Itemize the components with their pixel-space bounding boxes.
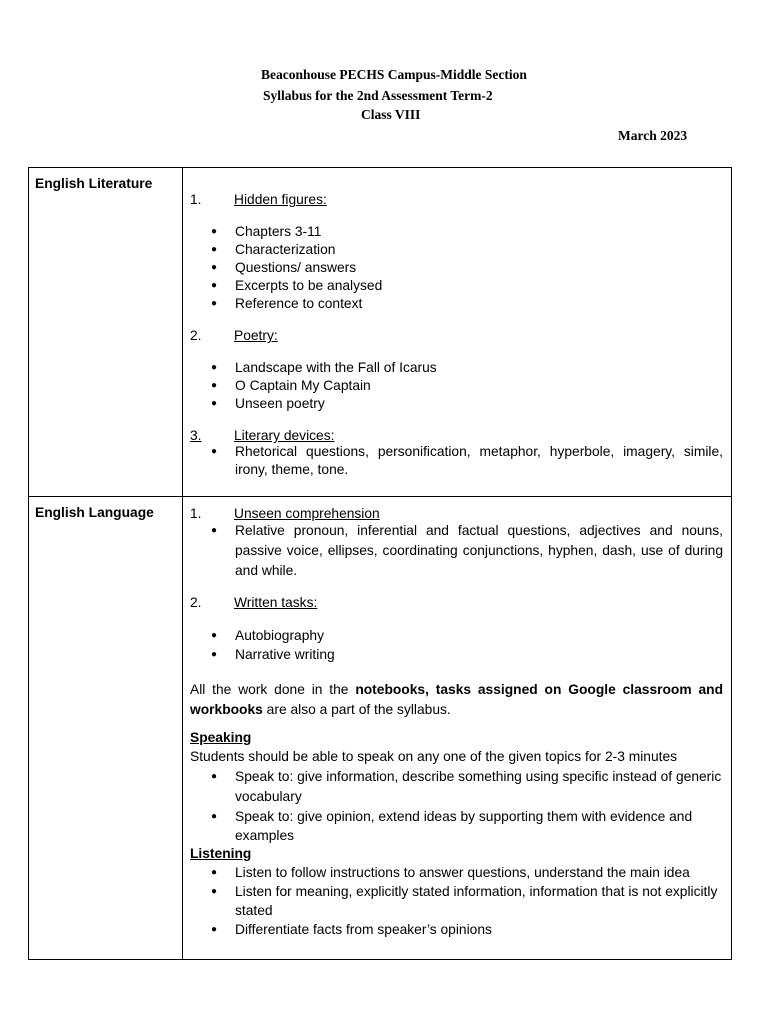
content-cell bbox=[183, 168, 732, 497]
syllabus-note: All the work done in the notebooks, tasks assigned on Google classroom and workbooks are also a part of the syllabus. bbox=[190, 682, 723, 717]
bullet-list bbox=[190, 443, 723, 479]
bullet-list bbox=[190, 626, 723, 664]
list-item: ● O Captain My Captain bbox=[190, 377, 723, 395]
content-cell bbox=[183, 497, 732, 960]
school-title: Beaconhouse PECHS Campus-Middle Section bbox=[261, 67, 527, 82]
bullet-list bbox=[190, 767, 723, 845]
subject-cell: English Language bbox=[29, 497, 183, 960]
syllabus-title: Syllabus for the 2nd Assessment Term-2 bbox=[263, 88, 493, 103]
list-item: ● Landscape with the Fall of Icarus bbox=[190, 359, 723, 377]
list-item: ● Excerpts to be analysed bbox=[190, 277, 723, 295]
list-item: ● Narrative writing bbox=[190, 645, 723, 664]
bullet-list bbox=[190, 863, 723, 939]
section-heading: 3. Literary devices: bbox=[190, 428, 335, 443]
class-title: Class VIII bbox=[361, 107, 421, 122]
list-item: ● Relative pronoun, inferential and factual questions, adjectives and nouns, passive voice, ellipses, coordinating conjunctions, hyphen, dash, use of during and while. bbox=[190, 521, 723, 581]
bullet-list bbox=[190, 359, 723, 413]
list-item: ● Speak to: give information, describe something using specific instead of generic vocabulary bbox=[190, 767, 723, 807]
list-item: ● Differentiate facts from speaker’s opinions bbox=[190, 920, 723, 939]
bullet-list bbox=[190, 223, 723, 313]
list-item: ● Characterization bbox=[190, 241, 723, 259]
list-item: ● Questions/ answers bbox=[190, 259, 723, 277]
list-item: ● Chapters 3-11 bbox=[190, 223, 723, 241]
listening-heading: Listening bbox=[190, 846, 252, 861]
list-item: ● Autobiography bbox=[190, 626, 723, 645]
list-item: ● Speak to: give opinion, extend ideas by supporting them with evidence and examples bbox=[190, 807, 723, 845]
syllabus-table bbox=[28, 167, 732, 960]
list-item: ● Reference to context bbox=[190, 295, 723, 313]
speaking-intro: Students should be able to speak on any one of the given topics for 2-3 minutes bbox=[190, 749, 678, 764]
section-heading: 2. Poetry: bbox=[190, 328, 278, 343]
date: March 2023 bbox=[618, 128, 688, 143]
list-item: ● Listen to follow instructions to answer questions, understand the main idea bbox=[190, 863, 723, 882]
speaking-heading: Speaking bbox=[190, 730, 252, 745]
list-item: ● Listen for meaning, explicitly stated information, information that is not explicitly stated bbox=[190, 882, 723, 920]
section-heading: 1. Hidden figures: bbox=[190, 192, 327, 207]
list-item: ● Rhetorical questions, personification, metaphor, hyperbole, imagery, simile, irony, theme, tone. bbox=[190, 443, 723, 479]
subject-cell: English Literature bbox=[29, 168, 183, 497]
literature-row bbox=[29, 168, 732, 497]
section-heading: 1. Unseen comprehension bbox=[190, 506, 380, 521]
section-heading: 2. Written tasks: bbox=[190, 595, 318, 610]
list-item: ● Unseen poetry bbox=[190, 395, 723, 413]
bullet-list bbox=[190, 521, 723, 581]
language-row bbox=[29, 497, 732, 960]
